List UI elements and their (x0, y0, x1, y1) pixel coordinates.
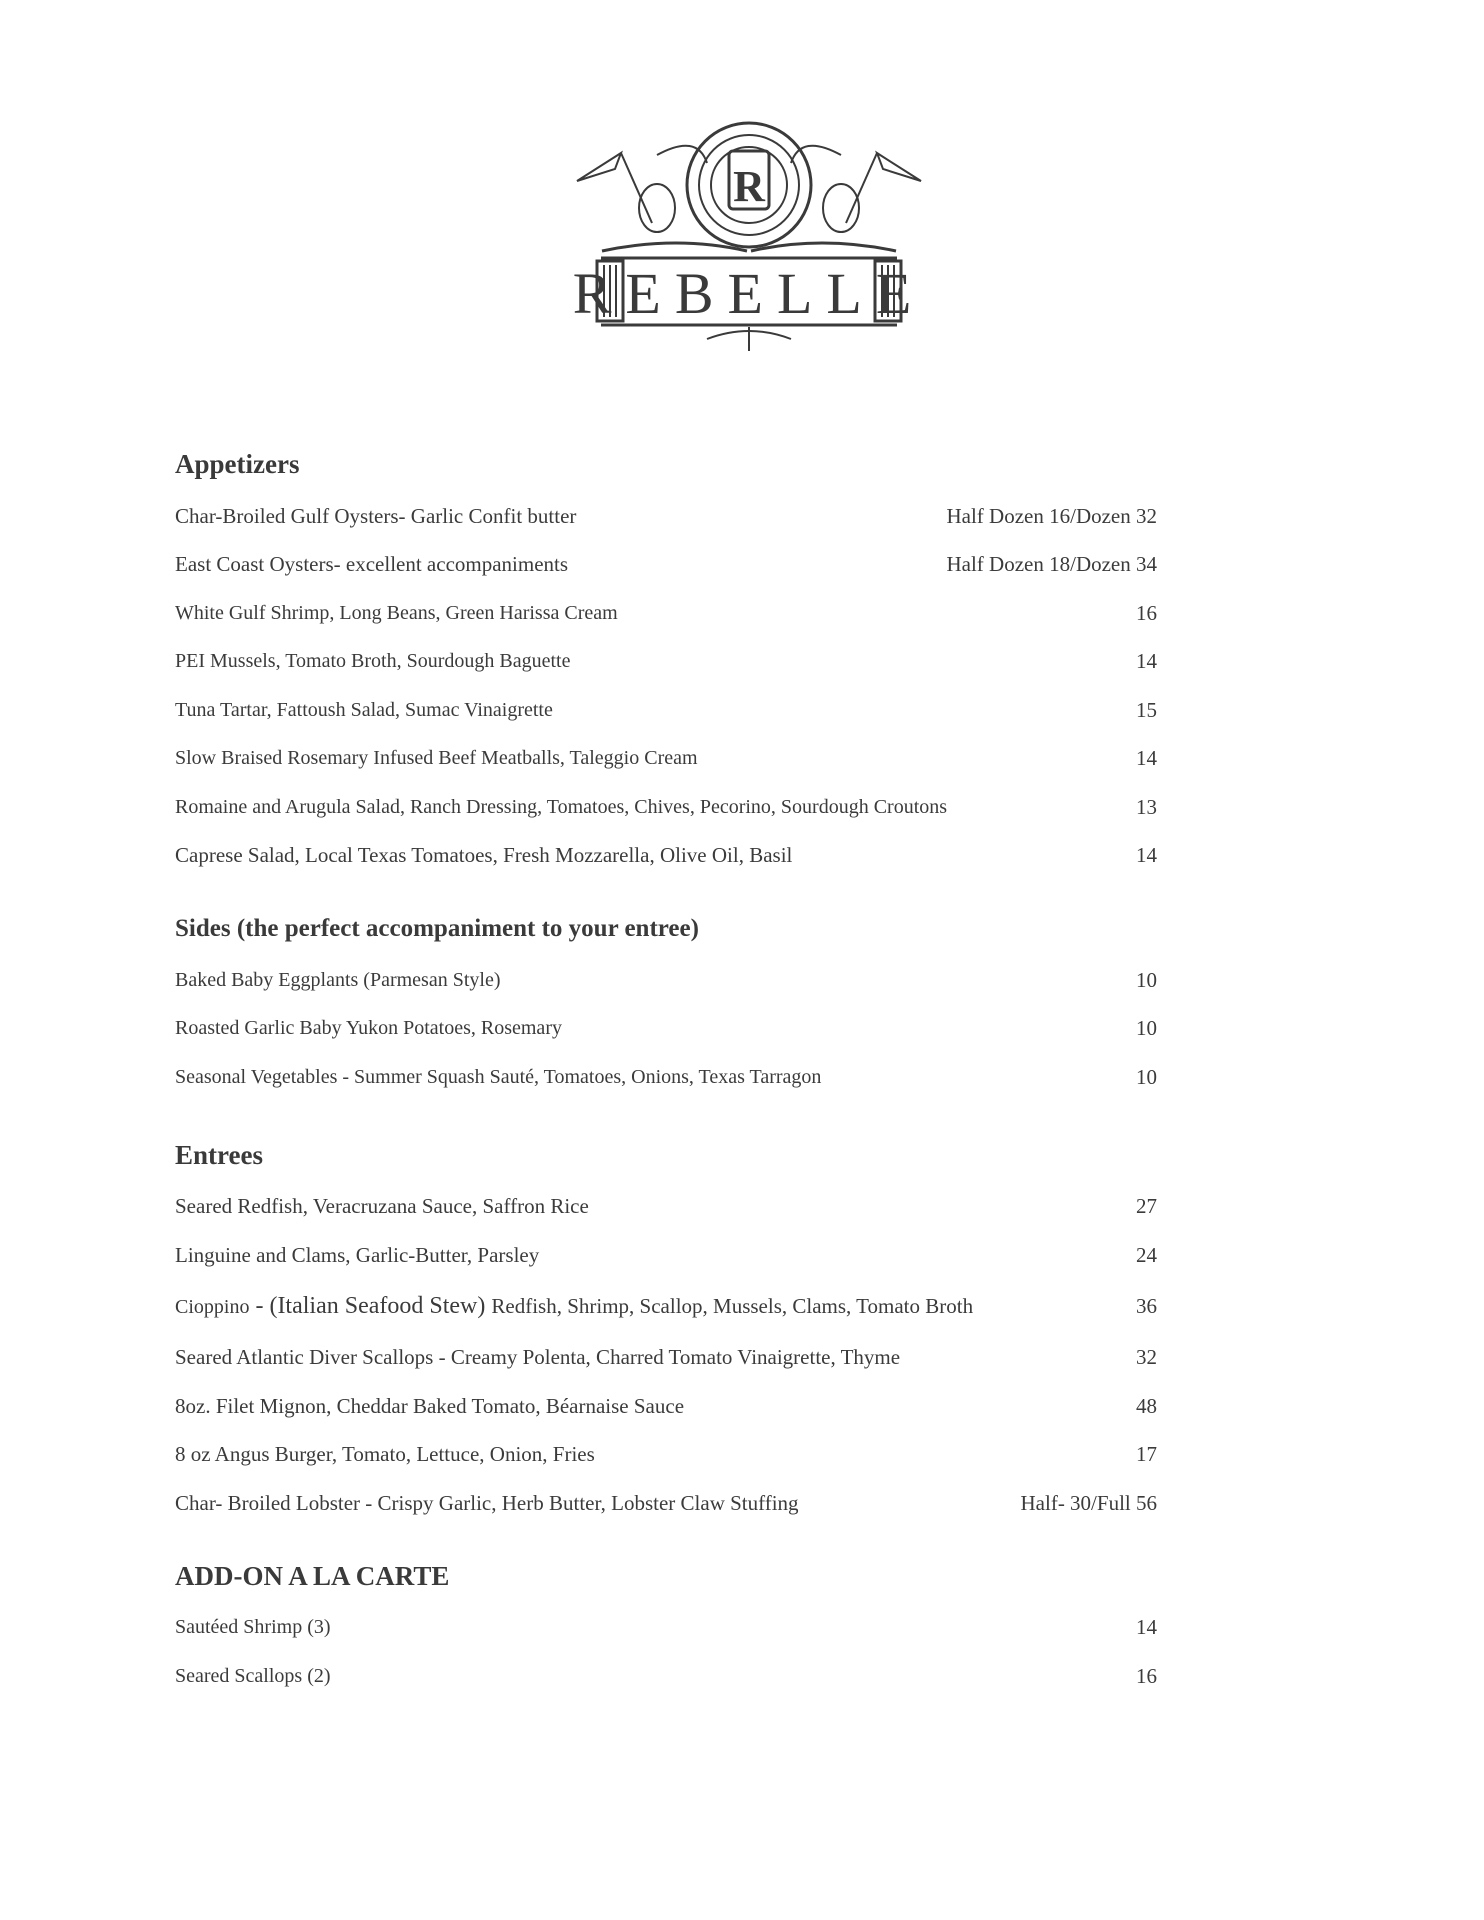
item-price: 17 (1136, 1442, 1157, 1467)
crest-icon (557, 103, 941, 353)
menu-item (175, 735, 1157, 784)
section-title: Sides (the perfect accompaniment to your entree) (175, 915, 699, 942)
section-addons (175, 1559, 1157, 1701)
item-price: 10 (1136, 1064, 1157, 1089)
section-title: Appetizers (175, 449, 300, 479)
item-name: Linguine and Clams, Garlic-Butter, Parsley (175, 1242, 540, 1267)
item-name: Char-Broiled Gulf Oysters- Garlic Confit butter (175, 503, 577, 528)
menu-item (175, 1334, 1157, 1383)
section-title: ADD-ON A LA CARTE (175, 1560, 450, 1591)
menu-item (175, 1231, 1157, 1280)
item-price: 10 (1136, 1016, 1157, 1041)
item-price: 10 (1136, 967, 1157, 992)
item-name: Seared Scallops (2) (175, 1664, 331, 1687)
menu-item (175, 1280, 1157, 1334)
item-price: 14 (1136, 746, 1157, 771)
section-entrees (175, 1138, 1157, 1528)
menu-item (175, 589, 1157, 638)
menu-item (175, 492, 1157, 541)
item-price: 24 (1136, 1242, 1157, 1267)
item-name: Roasted Garlic Baby Yukon Potatoes, Rosemary (175, 1017, 562, 1040)
menu-item (175, 1604, 1157, 1653)
item-name: Sautéed Shrimp (3) (175, 1616, 331, 1639)
menu-item (175, 1005, 1157, 1054)
item-name: Caprese Salad, Local Texas Tomatoes, Fresh Mozzarella, Olive Oil, Basil (175, 843, 793, 868)
item-name: Tuna Tartar, Fattoush Salad, Sumac Vinaigrette (175, 698, 553, 721)
item-name: Seasonal Vegetables - Summer Squash Sauté, Tomatoes, Onions, Texas Tarragon (175, 1065, 822, 1088)
logo-monogram: R (733, 162, 765, 211)
menu-item (175, 956, 1157, 1005)
item-name: Seared Atlantic Diver Scallops - Creamy Polenta, Charred Tomato Vinaigrette, Thyme (175, 1345, 901, 1370)
section-sides (175, 911, 1157, 1102)
item-name: 8 oz Angus Burger, Tomato, Lettuce, Onion, Fries (175, 1442, 595, 1467)
item-name: East Coast Oysters- excellent accompaniments (175, 552, 569, 577)
menu-item (175, 1652, 1157, 1701)
item-price: 14 (1136, 649, 1157, 674)
item-name: 8oz. Filet Mignon, Cheddar Baked Tomato, Béarnaise Sauce (175, 1393, 685, 1418)
item-name (175, 1293, 973, 1320)
menu-item (175, 1382, 1157, 1431)
item-price: 14 (1136, 843, 1157, 868)
menu-item (175, 783, 1157, 832)
item-price: 16 (1136, 600, 1157, 625)
section-appetizers (175, 447, 1157, 880)
item-name-part: Redfish, Shrimp, Scallop, Mussels, Clams, Tomato Broth (491, 1294, 974, 1318)
item-price: Half Dozen 18/Dozen 34 (946, 552, 1157, 577)
item-name-part: - (Italian Seafood Stew) (249, 1293, 492, 1319)
item-price: 13 (1136, 794, 1157, 819)
item-price: 16 (1136, 1663, 1157, 1688)
section-title: Entrees (175, 1139, 263, 1170)
menu-item (175, 1183, 1157, 1232)
item-price: 27 (1136, 1194, 1157, 1219)
item-name-part: Cioppino (175, 1296, 250, 1318)
logo-wordmark: REBELLE (572, 261, 926, 326)
menu-item (175, 1053, 1157, 1102)
menu-item (175, 686, 1157, 735)
item-price: Half Dozen 16/Dozen 32 (946, 503, 1157, 528)
item-name: Char- Broiled Lobster - Crispy Garlic, Herb Butter, Lobster Claw Stuffing (175, 1490, 799, 1515)
item-price: 14 (1136, 1615, 1157, 1640)
item-price: 48 (1136, 1393, 1157, 1418)
item-price: 36 (1136, 1294, 1157, 1318)
item-name: Baked Baby Eggplants (Parmesan Style) (175, 968, 501, 991)
item-price: 15 (1136, 697, 1157, 722)
item-name: Slow Braised Rosemary Infused Beef Meatballs, Taleggio Cream (175, 747, 698, 770)
menu-item (175, 1479, 1157, 1528)
item-name: White Gulf Shrimp, Long Beans, Green Harissa Cream (175, 601, 618, 624)
menu-item (175, 1431, 1157, 1480)
rebelle-logo (557, 103, 941, 353)
menu-item (175, 541, 1157, 590)
menu-item (175, 832, 1157, 881)
menu (175, 447, 1157, 1732)
item-price: 32 (1136, 1345, 1157, 1370)
item-price: Half- 30/Full 56 (1020, 1490, 1157, 1515)
item-name: Seared Redfish, Veracruzana Sauce, Saffron Rice (175, 1194, 589, 1219)
menu-item (175, 638, 1157, 687)
item-name: Romaine and Arugula Salad, Ranch Dressing, Tomatoes, Chives, Pecorino, Sourdough Croutons (175, 795, 948, 818)
item-name: PEI Mussels, Tomato Broth, Sourdough Baguette (175, 650, 571, 673)
